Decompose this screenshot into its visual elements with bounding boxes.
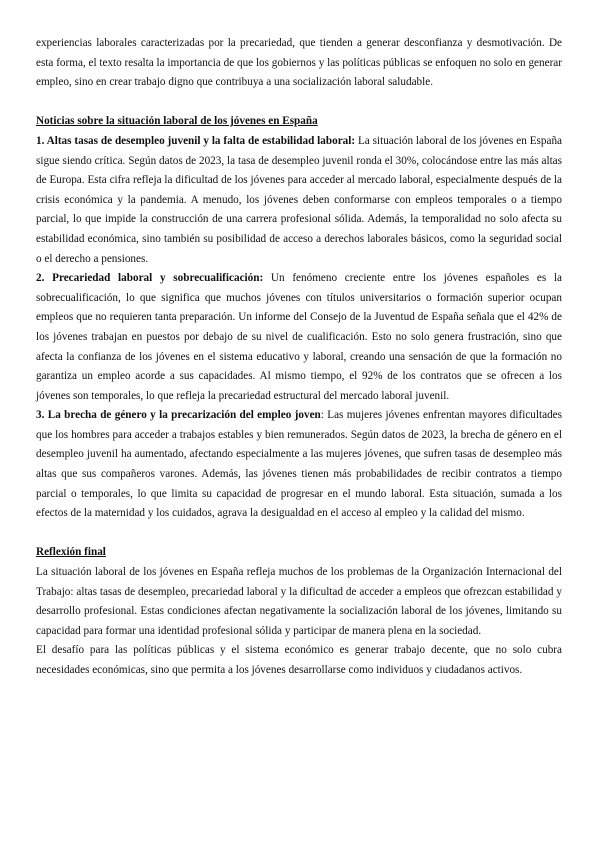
news-item-3-title: 3. La brecha de género y la precarización del empleo joven: [36, 409, 321, 422]
news-item-2-body: Un fenómeno creciente entre los jóvenes españoles es la sobrecualificación, lo que significa que muchos jóvenes con títulos universitarios o formación superior ocupan empleos que no requieren tanta preparación. Un informe del Consejo de la Juventud de España señala que el 42% de los jóvenes trabajan en puestos por debajo de su nivel de cualificación. Esto no solo genera frustración, sino que afecta la confianza de los jóvenes en el sistema educativo y laboral, creando una sensación de que la formación no garantiza un empleo acorde a sus capacidades. Al mismo tiempo, el 92% de los contratos que se ofrecen a los jóvenes son temporales, lo que refleja la precariedad estructural del mercado laboral juvenil.: [36, 272, 562, 402]
news-item-3-body: : Las mujeres jóvenes enfrentan mayores dificultades que los hombres para acceder a trabajos estables y bien remunerados. Según datos de 2023, la brecha de género en el desempleo juvenil ha aumentado, afectando especialmente a las mujeres jóvenes, que sufren tasas de desempleo más altas que sus compañeros varones. Además, las jóvenes tienen más probabilidades de recibir contratos a tiempo parcial o temporales, lo que limita su capacidad de progresar en el mundo laboral. Esta situación, sumada a los efectos de la maternidad y los cuidados, agrava la desigualdad en el acceso al empleo y la calidad del mismo.: [36, 409, 562, 520]
news-item-1: [36, 132, 562, 269]
news-item-2-title: 2. Precariedad laboral y sobrecualificación:: [36, 272, 264, 285]
intro-paragraph: experiencias laborales caracterizadas por la precariedad, que tienden a generar desconfianza y desmotivación. De esta forma, el texto resalta la importancia de que los gobiernos y las políticas públicas se enfoquen no solo en generar empleo, sino en crear trabajo digno que contribuya a una socialización laboral saludable.: [36, 37, 562, 89]
news-heading: Noticias sobre la situación laboral de los jóvenes en España: [36, 115, 318, 128]
news-item-2: [36, 269, 562, 406]
news-item-1-title: 1. Altas tasas de desempleo juvenil y la falta de estabilidad laboral:: [36, 134, 356, 147]
reflection-paragraph-1: La situación laboral de los jóvenes en España refleja muchos de los problemas de la Organización Internacional del Trabajo: altas tasas de desempleo, precariedad laboral y la dificultad de acceder a empleos que ofrezcan estabilidad y desarrollo profesional. Estas condiciones afectan negativamente la socialización laboral de los jóvenes, limitando su capacidad para formar una identidad profesional sólida y participar de manera plena en la sociedad.: [36, 566, 562, 637]
reflection-heading: Reflexión final: [36, 546, 106, 559]
spacer: [36, 93, 562, 113]
spacer: [36, 524, 562, 544]
news-item-1-body: La situación laboral de los jóvenes en España sigue siendo crítica. Según datos de 2023, la tasa de desempleo juvenil ronda el 30%, colocándose entre las más altas de Europa. Esta cifra refleja la dificultad de los jóvenes para acceder al mercado laboral, especialmente después de la crisis económica y la pandemia. A menudo, los jóvenes deben conformarse con empleos temporales o a tiempo parcial, lo que impide la construcción de una carrera profesional sólida. Además, la temporalidad no solo afecta su estabilidad económica, sino también su posibilidad de acceso a derechos laborales básicos, como la seguridad social o el derecho a pensiones.: [36, 134, 562, 265]
reflection-paragraph-2: El desafío para las políticas públicas y el sistema económico es generar trabajo decente, que no solo cubra necesidades económicas, sino que permita a los jóvenes desarrollarse como individuos y ciudadanos activos.: [36, 644, 562, 676]
news-item-3: [36, 406, 562, 524]
